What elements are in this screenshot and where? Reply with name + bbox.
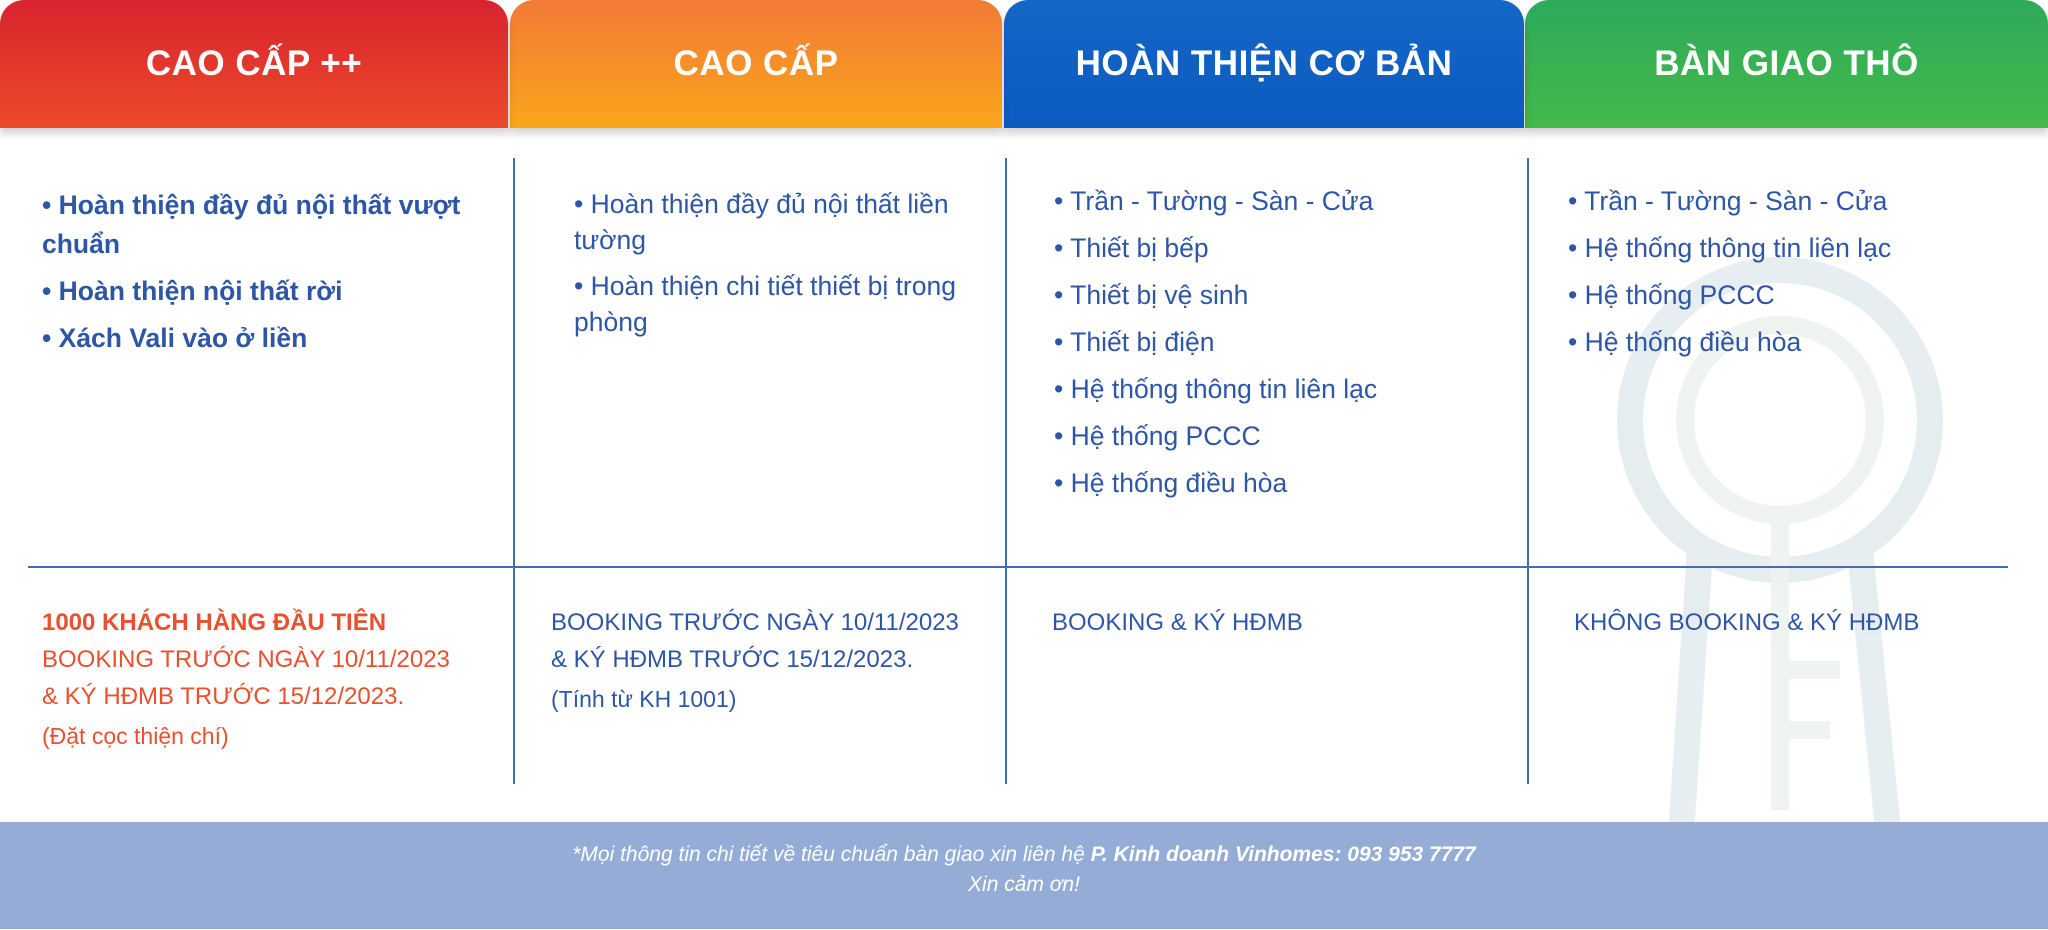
footer-contact [0, 822, 2048, 929]
booking-conditions-ban-giao-tho [1574, 604, 1919, 641]
booking-note: (Đặt cọc thiện chí) [42, 723, 229, 749]
booking-line: KHÔNG BOOKING & KÝ HĐMB [1574, 609, 1920, 636]
column-divider [1527, 158, 1529, 784]
footer-contact-phone: P. Kinh doanh Vinhomes: 093 953 7777 [1090, 843, 1476, 866]
feature-item: • Trần - Tường - Sàn - Cửa [1054, 182, 1494, 220]
booking-line: & KÝ HĐMB TRƯỚC 15/12/2023. [42, 683, 405, 710]
booking-conditions-cao-cap-plus [42, 604, 450, 755]
tier-header [0, 0, 2048, 128]
booking-note: (Tính từ KH 1001) [551, 686, 737, 712]
booking-conditions-hoan-thien-co-ban [1052, 604, 1303, 641]
feature-item: • Hệ thống thông tin liên lạc [1568, 229, 2008, 267]
features-list-cao-cap-plus [42, 186, 462, 366]
footer-text: *Mọi thông tin chi tiết về tiêu chuẩn bàn giao xin liên hệ [572, 843, 1091, 866]
tab-cao-cap: CAO CẤP [510, 0, 1002, 128]
feature-item: • Hệ thống PCCC [1054, 417, 1494, 455]
booking-line: BOOKING & KÝ HĐMB [1052, 609, 1303, 636]
feature-item: • Xách Vali vào ở liền [42, 319, 462, 358]
features-list-ban-giao-tho [1568, 182, 2008, 370]
feature-item: • Hoàn thiện nội thất rời [42, 272, 462, 311]
footer-contact-line [0, 840, 2048, 870]
tab-hoan-thien-co-ban: HOÀN THIỆN CƠ BẢN [1004, 0, 1524, 128]
feature-item: • Thiết bị bếp [1054, 229, 1494, 267]
feature-item: • Hoàn thiện đầy đủ nội thất vượt chuẩn [42, 186, 462, 264]
feature-item: • Hoàn thiện chi tiết thiết bị trong phòng [574, 268, 974, 340]
tab-cao-cap-plus: CAO CẤP ++ [0, 0, 508, 128]
feature-item: • Trần - Tường - Sàn - Cửa [1568, 182, 2008, 220]
feature-item: • Hệ thống điều hòa [1054, 464, 1494, 502]
features-list-cao-cap [574, 186, 974, 350]
feature-item: • Hệ thống PCCC [1568, 276, 2008, 314]
booking-conditions-cao-cap [551, 604, 959, 718]
feature-item: • Hệ thống điều hòa [1568, 323, 2008, 361]
feature-item: • Hệ thống thông tin liên lạc [1054, 370, 1494, 408]
booking-line: BOOKING TRƯỚC NGÀY 10/11/2023 [42, 646, 450, 673]
feature-item: • Hoàn thiện đầy đủ nội thất liền tường [574, 186, 974, 258]
booking-highlight: 1000 KHÁCH HÀNG ĐẦU TIÊN [42, 609, 387, 636]
feature-item: • Thiết bị điện [1054, 323, 1494, 361]
feature-item: • Thiết bị vệ sinh [1054, 276, 1494, 314]
tab-ban-giao-tho: BÀN GIAO THÔ [1525, 0, 2048, 128]
booking-line: & KÝ HĐMB TRƯỚC 15/12/2023. [551, 646, 914, 673]
booking-line: BOOKING TRƯỚC NGÀY 10/11/2023 [551, 609, 959, 636]
features-list-hoan-thien-co-ban [1054, 182, 1494, 511]
column-divider [513, 158, 515, 784]
footer-thanks: Xin cảm ơn! [968, 873, 1080, 896]
column-divider [1005, 158, 1007, 784]
row-divider [28, 566, 2008, 568]
